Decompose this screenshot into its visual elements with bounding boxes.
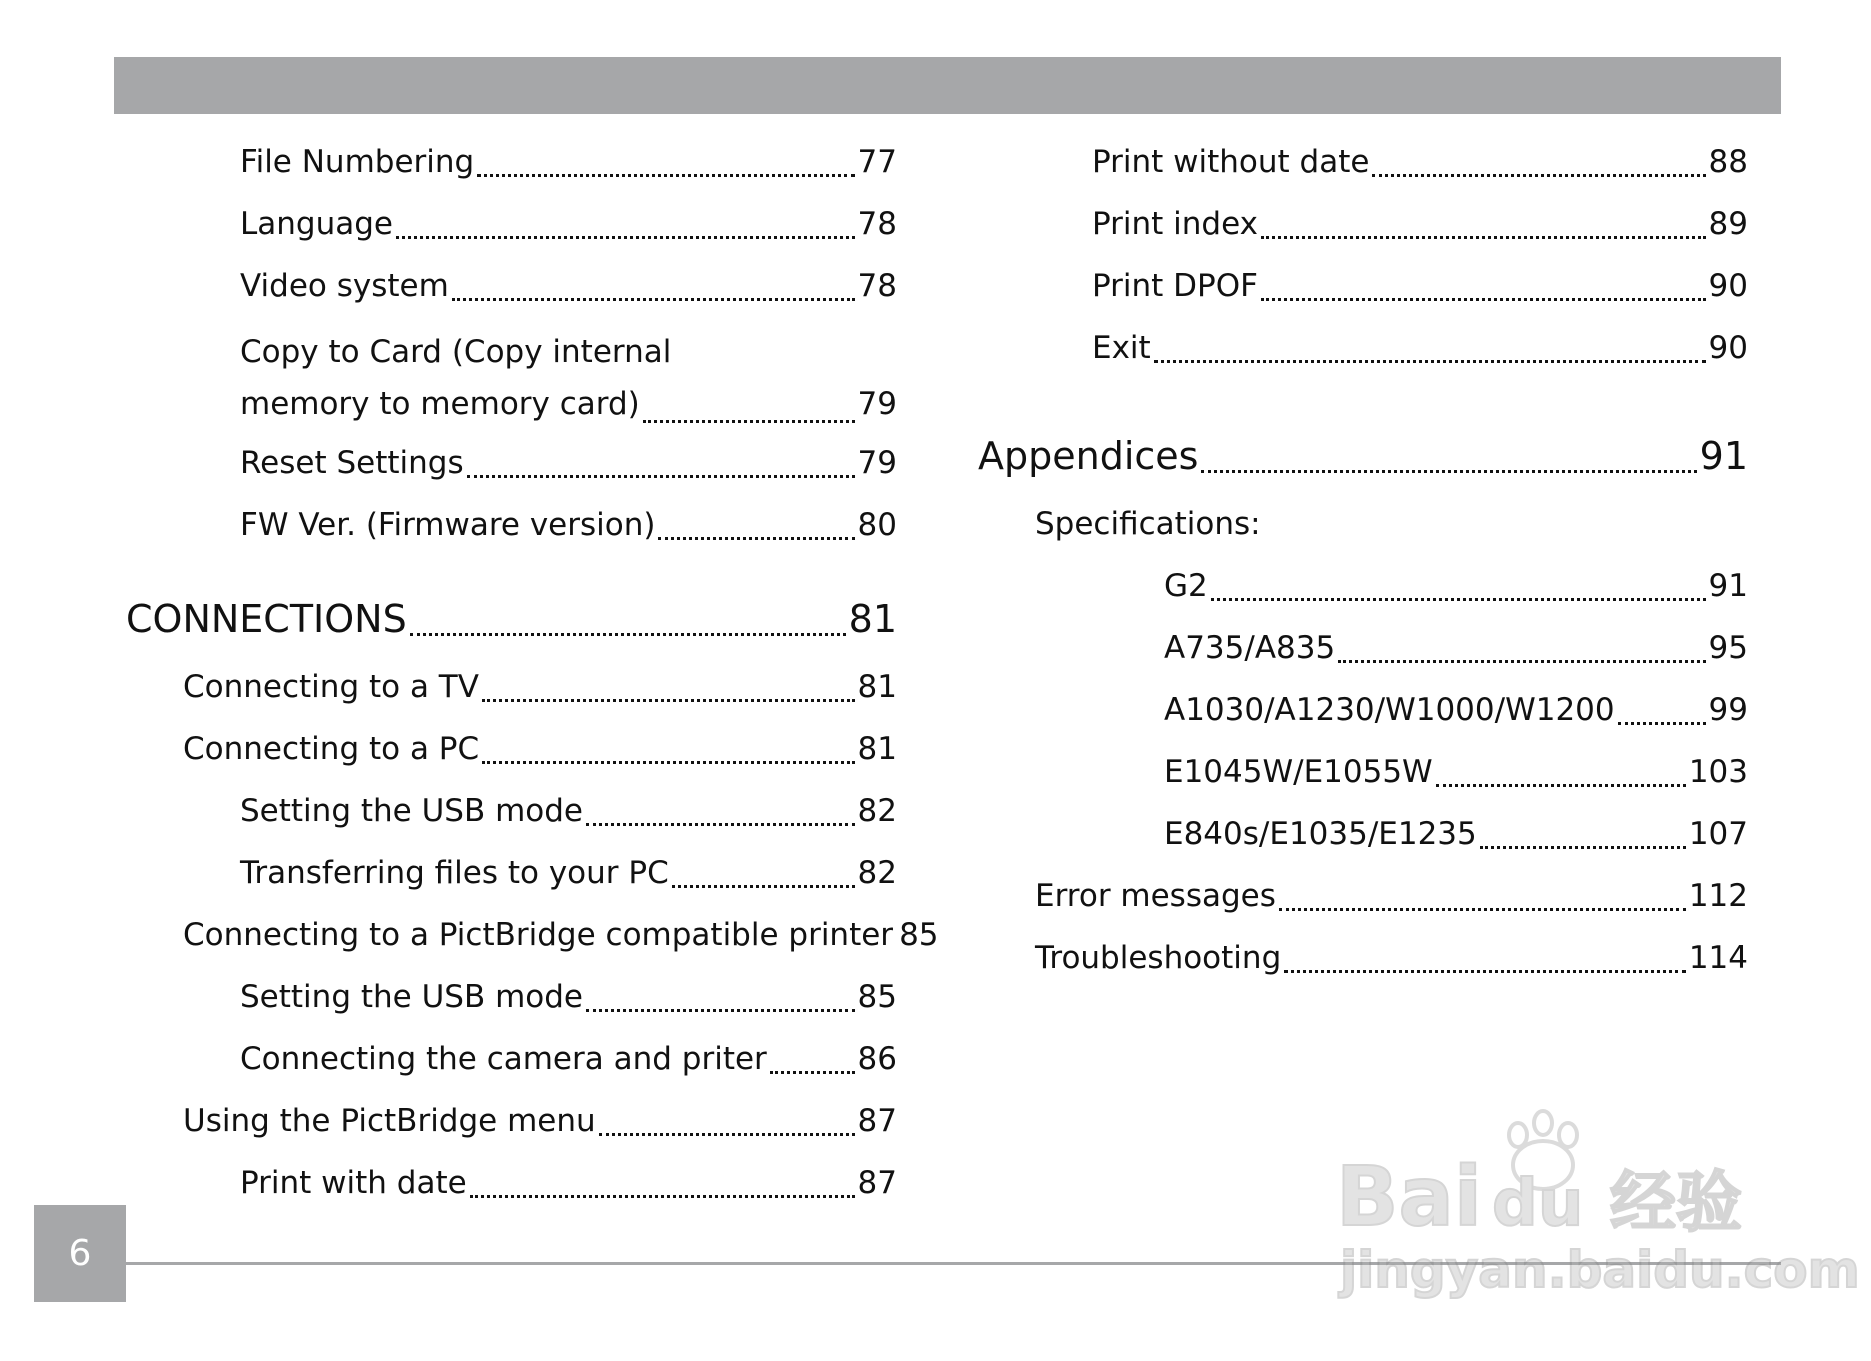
toc-chapter-page: 81 (848, 597, 897, 641)
dot-leader (482, 665, 855, 702)
dot-leader (1284, 936, 1686, 973)
dot-leader (658, 503, 854, 540)
toc-entry[interactable] (126, 1099, 897, 1161)
toc-entry[interactable] (978, 326, 1748, 388)
toc-entry[interactable] (126, 727, 897, 789)
toc-chapter[interactable] (126, 595, 897, 665)
toc-chapter-title: CONNECTIONS (126, 597, 407, 641)
header-band (114, 57, 1781, 114)
dot-leader (770, 1037, 855, 1074)
toc-entry[interactable] (978, 626, 1748, 688)
toc-entry[interactable] (978, 202, 1748, 264)
svg-text:经验: 经验 (1610, 1164, 1742, 1241)
toc-entry-title: Language (240, 206, 393, 242)
toc-entry-title-line1: Copy to Card (Copy internal (240, 334, 672, 370)
dot-leader (467, 441, 855, 478)
toc-entry[interactable] (126, 140, 897, 202)
dot-leader (599, 1099, 855, 1136)
toc-entry[interactable] (978, 874, 1748, 936)
dot-leader (470, 1161, 855, 1198)
toc-entry-title: Video system (240, 268, 449, 304)
toc-entry[interactable] (126, 665, 897, 727)
toc-entry-title: Connecting to a PictBridge compatible printer (183, 917, 894, 953)
toc-entry-page: 90 (1708, 330, 1748, 366)
toc-entry-page: 88 (1708, 144, 1748, 180)
toc-entry[interactable] (978, 688, 1748, 750)
dot-leader (1154, 326, 1706, 363)
toc-entry-title: memory to memory card) (240, 386, 640, 422)
dot-leader (1261, 202, 1706, 239)
toc-entry-title: Error messages (1035, 878, 1276, 914)
toc-entry[interactable] (978, 264, 1748, 326)
dot-leader (1279, 874, 1686, 911)
toc-entry[interactable] (126, 913, 939, 975)
toc-entry-page: 81 (857, 731, 897, 767)
toc-subheading[interactable] (978, 502, 1748, 564)
toc-entry-page: 95 (1708, 630, 1748, 666)
toc-entry-page: 103 (1688, 754, 1748, 790)
toc-entry[interactable] (126, 975, 897, 1037)
toc-subheading-title: Specifications: (1035, 506, 1261, 542)
dot-leader (586, 975, 855, 1012)
toc-entry-page: 85 (857, 979, 897, 1015)
toc-entry-title: Troubleshooting (1035, 940, 1282, 976)
dot-leader (1436, 750, 1686, 787)
toc-entry-title: A1030/A1230/W1000/W1200 (1164, 692, 1615, 728)
toc-entry-page: 78 (857, 206, 897, 242)
toc-entry-page: 86 (857, 1041, 897, 1077)
toc-entry-title: FW Ver. (Firmware version) (240, 507, 656, 543)
toc-entry-page: 81 (857, 669, 897, 705)
toc-right-column (978, 140, 1748, 998)
toc-entry-page: 91 (1708, 568, 1748, 604)
dot-leader (452, 264, 855, 301)
dot-leader (1201, 428, 1696, 473)
toc-entry-title: Print index (1092, 206, 1258, 242)
toc-entry-page: 89 (1708, 206, 1748, 242)
toc-entry-title: Setting the USB mode (240, 793, 583, 829)
toc-entry-title: E1045W/E1055W (1164, 754, 1433, 790)
toc-entry-page: 79 (857, 445, 897, 481)
baidu-watermark-logo (1330, 1095, 1860, 1305)
dot-leader (482, 727, 854, 764)
toc-entry-page: 82 (857, 793, 897, 829)
toc-entry-title: Using the PictBridge menu (183, 1103, 596, 1139)
toc-entry-page: 79 (857, 386, 897, 422)
dot-leader (396, 202, 855, 239)
toc-entry[interactable] (978, 140, 1748, 202)
toc-entry-title: G2 (1164, 568, 1208, 604)
toc-entry-page: 80 (857, 507, 897, 543)
toc-entry-page: 90 (1708, 268, 1748, 304)
toc-entry-title: Print without date (1092, 144, 1370, 180)
dot-leader (1261, 264, 1706, 301)
dot-leader (643, 386, 855, 423)
svg-text:Bai: Bai (1336, 1150, 1482, 1245)
toc-entry-page: 114 (1688, 940, 1748, 976)
dot-leader (477, 140, 854, 177)
toc-entry-title: Connecting the camera and priter (240, 1041, 767, 1077)
toc-entry-title: A735/A835 (1164, 630, 1336, 666)
toc-entry[interactable] (126, 851, 897, 913)
toc-chapter-page: 91 (1699, 434, 1748, 478)
toc-entry[interactable] (978, 750, 1748, 812)
svg-text:du: du (1492, 1167, 1584, 1241)
toc-chapter-title: Appendices (978, 434, 1199, 478)
toc-entry[interactable] (978, 564, 1748, 626)
toc-entry-title: Exit (1092, 330, 1151, 366)
toc-entry-page: 87 (857, 1165, 897, 1201)
toc-entry-title: Connecting to a TV (183, 669, 479, 705)
toc-entry[interactable] (126, 202, 897, 264)
toc-entry-page: 99 (1708, 692, 1748, 728)
page-number: 6 (34, 1205, 126, 1302)
dot-leader (1338, 626, 1705, 663)
toc-entry-page: 112 (1688, 878, 1748, 914)
toc-entry-title: Setting the USB mode (240, 979, 583, 1015)
toc-entry-page: 87 (857, 1103, 897, 1139)
dot-leader (410, 591, 846, 636)
toc-entry[interactable] (126, 326, 897, 441)
svg-text:jingyan.baidu.com: jingyan.baidu.com (1340, 1241, 1860, 1299)
dot-leader (1618, 688, 1706, 725)
toc-entry-page: 107 (1688, 816, 1748, 852)
toc-entry-page: 82 (857, 855, 897, 891)
toc-entry[interactable] (978, 812, 1748, 874)
toc-entry-title: Transferring files to your PC (240, 855, 669, 891)
toc-entry[interactable] (126, 441, 897, 503)
toc-chapter[interactable] (978, 432, 1748, 502)
toc-entry-page: 77 (857, 144, 897, 180)
toc-entry-title: Print DPOF (1092, 268, 1258, 304)
dot-leader (586, 789, 855, 826)
toc-entry-title: E840s/E1035/E1235 (1164, 816, 1477, 852)
toc-entry[interactable] (126, 1161, 897, 1223)
dot-leader (1211, 564, 1706, 601)
dot-leader (672, 851, 855, 888)
toc-left-column (126, 140, 939, 1223)
toc-entry[interactable] (126, 1037, 897, 1099)
toc-entry[interactable] (126, 503, 897, 565)
toc-entry-title: Print with date (240, 1165, 467, 1201)
toc-entry[interactable] (126, 264, 897, 326)
dot-leader (1372, 140, 1705, 177)
dot-leader (1480, 812, 1686, 849)
toc-entry-page: 85 (899, 917, 939, 953)
toc-entry-title: Connecting to a PC (183, 731, 480, 767)
toc-entry[interactable] (978, 936, 1748, 998)
toc-entry-title: File Numbering (240, 144, 475, 180)
toc-entry-title: Reset Settings (240, 445, 464, 481)
toc-entry[interactable] (126, 789, 897, 851)
toc-entry-page: 78 (857, 268, 897, 304)
